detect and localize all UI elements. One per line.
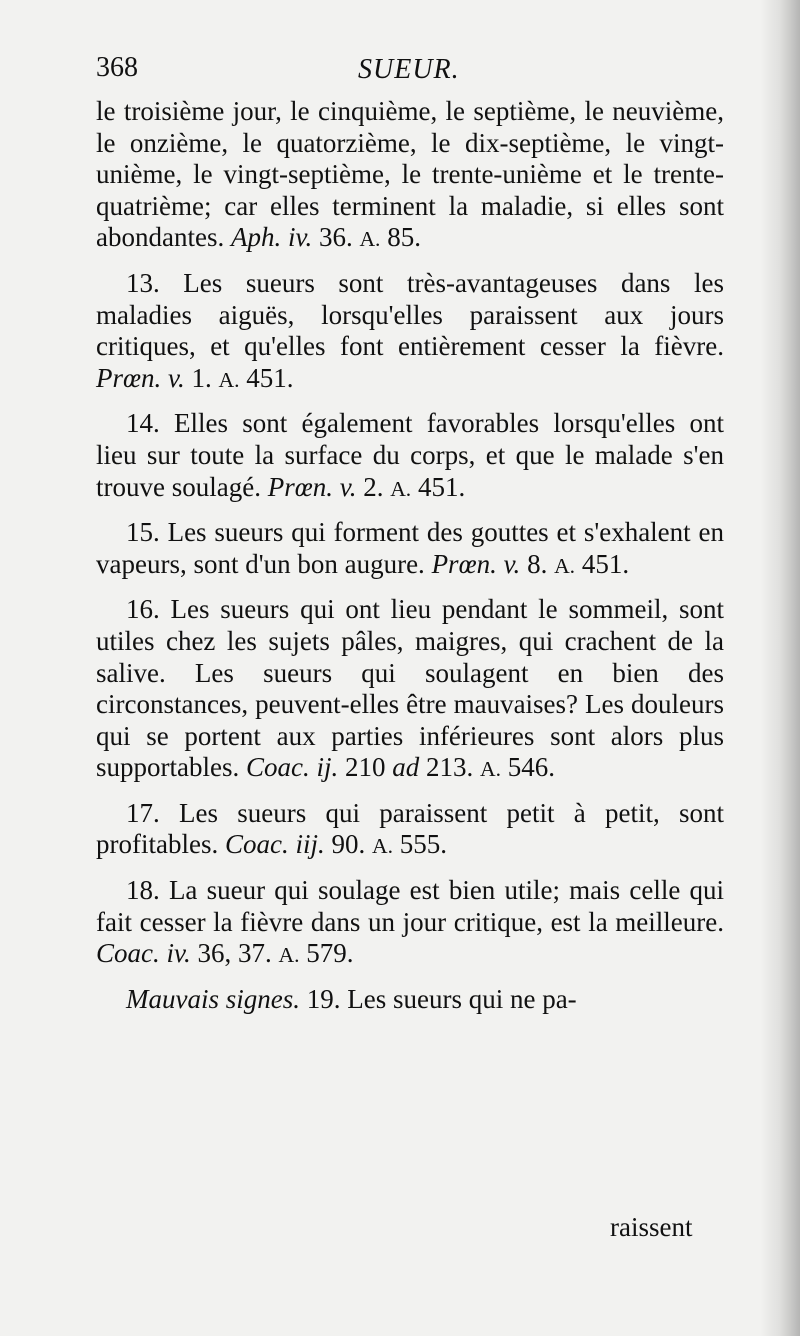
small-caps-run: A.	[359, 227, 381, 252]
small-caps-run: A.	[479, 757, 501, 782]
text-run: 14. Elles sont également favorables lorsqu'elles ont lieu sur toute la surface du corps, et que le malade s'en trouve soulagé.	[96, 408, 724, 502]
text-run: 16. Les sueurs qui ont lieu pendant le sommeil, sont utiles chez les sujets pâles, maigres, qui crachent de la salive. Les sueurs qui soulagent en bien des circonstances, peuvent-elles être mauvaises? Les douleurs qui se portent aux parties inférieures sont alors plus supportables.	[96, 594, 724, 783]
italic-run: Prœn. v.	[267, 471, 357, 502]
paragraph	[96, 408, 724, 505]
italic-run: Coac. ij.	[245, 752, 339, 783]
catchword: raissent	[610, 1212, 693, 1242]
text-run: 451.	[575, 548, 630, 579]
text-run: 36.	[312, 222, 360, 253]
small-caps-run: A.	[278, 943, 300, 968]
text-run: 579.	[299, 938, 354, 969]
text-run: 13. Les sueurs sont très-avantageuses dans les maladies aiguës, lorsqu'elles paraissent aux jours critiques, et qu'elles font entièrement cesser la fièvre.	[96, 267, 724, 362]
text-run: 8.	[520, 548, 555, 579]
page-number: 368	[96, 52, 138, 83]
text-run: 19. Les sueurs qui ne pa-	[299, 983, 577, 1014]
small-caps-run: A.	[554, 553, 576, 578]
text-run: 210	[338, 752, 393, 783]
paragraph	[96, 517, 724, 582]
body-text	[96, 96, 724, 1027]
text-run: 18. La sueur qui soulage est bien utile; mais celle qui fait cesser la fièvre dans un jour critique, est la meilleure.	[96, 875, 724, 937]
text-run: 15. Les sueurs qui forment des gouttes et s'exhalent en vapeurs, sont d'un bon augure.	[96, 517, 724, 579]
paragraph	[96, 984, 724, 1016]
paragraph	[96, 268, 724, 396]
italic-run: Coac. iv.	[96, 938, 191, 969]
text-run: 555.	[392, 829, 447, 860]
text-run: 213.	[419, 752, 480, 783]
italic-run: Mauvais signes.	[126, 983, 300, 1014]
italic-run: Aph. iv.	[230, 222, 313, 253]
text-run: 17. Les sueurs qui paraissent petit à petit, sont profitables.	[96, 797, 724, 860]
italic-run: Prœn. v.	[96, 362, 185, 393]
paragraph	[96, 594, 724, 786]
page-edge-shadow	[760, 0, 800, 1336]
text-run: 451.	[411, 471, 466, 502]
running-title: SUEUR.	[358, 54, 460, 85]
text-run: 85.	[380, 222, 421, 253]
paragraph	[96, 798, 724, 863]
italic-run: Coac. iij.	[224, 829, 325, 860]
text-run: 451.	[239, 362, 294, 393]
italic-run: Prœn. v.	[431, 548, 521, 579]
small-caps-run: A.	[371, 834, 393, 859]
small-caps-run: A.	[218, 367, 240, 392]
paragraph	[96, 875, 724, 972]
text-run: 90.	[324, 829, 372, 860]
text-run: 546.	[500, 752, 555, 783]
text-run: 36, 37.	[190, 938, 279, 969]
text-run: 2.	[356, 471, 391, 502]
italic-run: ad	[392, 752, 420, 783]
text-run: 1.	[184, 362, 219, 393]
text-run: le troisième jour, le cinquième, le septième, le neuvième, le onzième, le quatorzième, le dix-septième, le vingt-unième, le vingt-septième, le trente-unième et le trente-quatrième; car elles terminent la maladie, si elles sont abondantes.	[96, 96, 724, 253]
small-caps-run: A.	[390, 476, 412, 501]
page-header	[96, 52, 722, 92]
paragraph	[96, 96, 724, 256]
